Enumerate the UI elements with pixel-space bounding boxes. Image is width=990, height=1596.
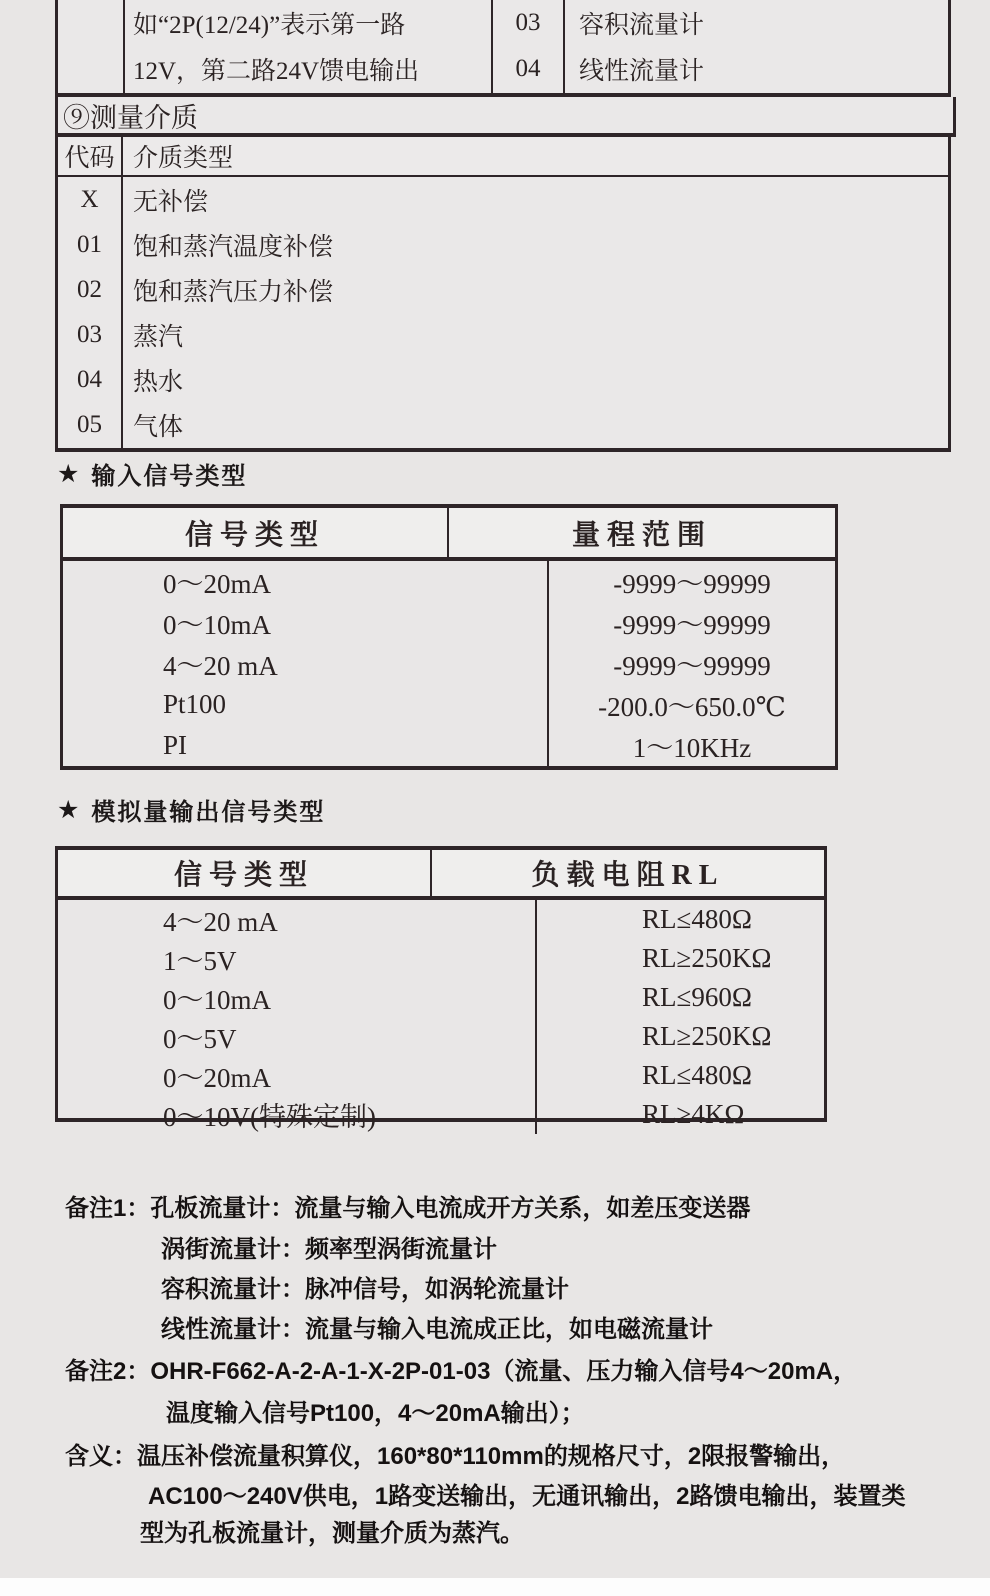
signal-type: 0～20mA bbox=[63, 561, 549, 602]
output-row bbox=[58, 978, 824, 1017]
note2-line1: 备注2：OHR-F662-A-2-A-1-X-2P-01-03（流量、压力输入信号4～20mA， bbox=[65, 1358, 858, 1385]
media-row bbox=[58, 358, 948, 403]
input-signal-heading-label: 输入信号类型 bbox=[91, 463, 248, 490]
input-row bbox=[63, 561, 835, 602]
signal-type: 0～10V(特殊定制) bbox=[58, 1095, 537, 1134]
signal-type: PI bbox=[63, 725, 549, 766]
analog-output-table bbox=[55, 846, 827, 1132]
device-type-code: 03 bbox=[515, 9, 541, 36]
input-row bbox=[63, 725, 835, 766]
media-row bbox=[58, 267, 948, 312]
signal-type: 1～5V bbox=[58, 939, 537, 978]
load-resistance-header: 负载电阻RL bbox=[531, 860, 725, 891]
load-resistance: RL≤960Ω bbox=[642, 982, 752, 1012]
load-resistance: RL≥250KΩ bbox=[642, 1021, 772, 1051]
input-signal-table bbox=[60, 504, 838, 770]
media-code-header: 代码 bbox=[58, 137, 123, 175]
input-signal-heading bbox=[57, 456, 247, 491]
load-resistance: RL≥250KΩ bbox=[642, 943, 772, 973]
device-type-code: 04 bbox=[515, 55, 541, 82]
feed-power-note-cell bbox=[125, 0, 493, 93]
output-table-header bbox=[58, 850, 824, 900]
media-table bbox=[55, 137, 951, 452]
load-resistance: RL≥4KΩ bbox=[642, 1099, 745, 1129]
signal-type: 0～10mA bbox=[58, 978, 537, 1017]
signal-type: 0～5V bbox=[58, 1017, 537, 1056]
signal-type: Pt100 bbox=[63, 684, 549, 725]
signal-type: 4～20 mA bbox=[63, 643, 549, 684]
media-label: 气体 bbox=[133, 414, 184, 442]
input-row bbox=[63, 602, 835, 643]
signal-range: -200.0～650.0℃ bbox=[598, 692, 786, 722]
media-label: 无补偿 bbox=[133, 188, 209, 216]
output-table-body bbox=[58, 900, 824, 1134]
media-code: 04 bbox=[58, 358, 123, 403]
load-resistance: RL≤480Ω bbox=[642, 1060, 752, 1090]
signal-type: 0～10mA bbox=[63, 602, 549, 643]
load-resistance: RL≤480Ω bbox=[642, 904, 752, 934]
output-row bbox=[58, 1056, 824, 1095]
media-table-header bbox=[58, 137, 948, 177]
analog-output-heading bbox=[57, 792, 325, 827]
media-code: X bbox=[58, 177, 123, 222]
media-code: 02 bbox=[58, 267, 123, 312]
note1-line4: 线性流量计：流量与输入电流成正比，如电磁流量计 bbox=[161, 1316, 713, 1343]
empty-code-cell bbox=[58, 0, 125, 93]
meaning-line3: 型为孔板流量计，测量介质为蒸汽。 bbox=[140, 1520, 524, 1547]
star-icon: ★ bbox=[57, 459, 80, 488]
star-icon: ★ bbox=[57, 795, 80, 824]
input-table-header bbox=[63, 508, 835, 561]
input-row bbox=[63, 684, 835, 725]
note2-line2: 温度输入信号Pt100，4～20mA输出）； bbox=[166, 1400, 585, 1427]
device-type-label: 线性流量计 bbox=[579, 58, 705, 85]
signal-type-header: 信号类型 bbox=[63, 508, 449, 557]
media-code: 05 bbox=[58, 403, 123, 448]
input-table-body bbox=[63, 561, 835, 766]
media-label: 饱和蒸汽温度补偿 bbox=[133, 233, 334, 261]
feed-power-device-type-table bbox=[55, 0, 951, 97]
media-row bbox=[58, 313, 948, 358]
input-row bbox=[63, 643, 835, 684]
device-type-code-column bbox=[493, 0, 565, 93]
note1-line1: 备注1：孔板流量计：流量与输入电流成开方关系，如差压变送器 bbox=[65, 1195, 751, 1222]
signal-range: -9999～99999 bbox=[613, 651, 771, 681]
media-code: 01 bbox=[58, 222, 123, 267]
meaning-line1: 含义：温压补偿流量积算仪，160*80*110mm的规格尺寸，2限报警输出， bbox=[65, 1443, 846, 1470]
device-type-label: 容积流量计 bbox=[579, 12, 705, 39]
feed-power-note-line1: 如“2P(12/24)”表示第一路 bbox=[133, 12, 406, 39]
signal-range: 1～10KHz bbox=[632, 733, 752, 763]
device-type-label-column bbox=[565, 0, 948, 93]
feed-power-note-line2: 12V，第二路24V馈电输出 bbox=[133, 58, 420, 85]
page-bottom-strip bbox=[0, 1578, 990, 1596]
media-type-header: 介质类型 bbox=[133, 145, 234, 172]
output-row bbox=[58, 939, 824, 978]
signal-type-header: 信号类型 bbox=[58, 850, 432, 896]
media-code: 03 bbox=[58, 313, 123, 358]
analog-output-heading-label: 模拟量输出信号类型 bbox=[91, 799, 326, 826]
media-label: 热水 bbox=[133, 369, 184, 397]
signal-type: 0～20mA bbox=[58, 1056, 537, 1095]
range-header: 量程范围 bbox=[571, 519, 712, 551]
media-section-title-row bbox=[55, 97, 956, 137]
output-row bbox=[58, 900, 824, 939]
media-row bbox=[58, 222, 948, 267]
media-section-title: ⑨测量介质 bbox=[63, 102, 198, 133]
note1-line3: 容积流量计：脉冲信号，如涡轮流量计 bbox=[161, 1276, 569, 1303]
signal-range: -9999～99999 bbox=[613, 610, 771, 640]
signal-range: -9999～99999 bbox=[613, 569, 771, 599]
media-row bbox=[58, 177, 948, 222]
output-row bbox=[58, 1017, 824, 1056]
meaning-line2: AC100～240V供电，1路变送输出，无通讯输出，2路馈电输出，装置类 bbox=[148, 1483, 906, 1510]
media-label: 蒸汽 bbox=[133, 324, 184, 352]
media-row bbox=[58, 403, 948, 448]
note1-line2: 涡街流量计：频率型涡街流量计 bbox=[161, 1236, 497, 1263]
signal-type: 4～20 mA bbox=[58, 900, 537, 939]
media-label: 饱和蒸汽压力补偿 bbox=[133, 278, 334, 306]
output-row bbox=[58, 1095, 824, 1134]
